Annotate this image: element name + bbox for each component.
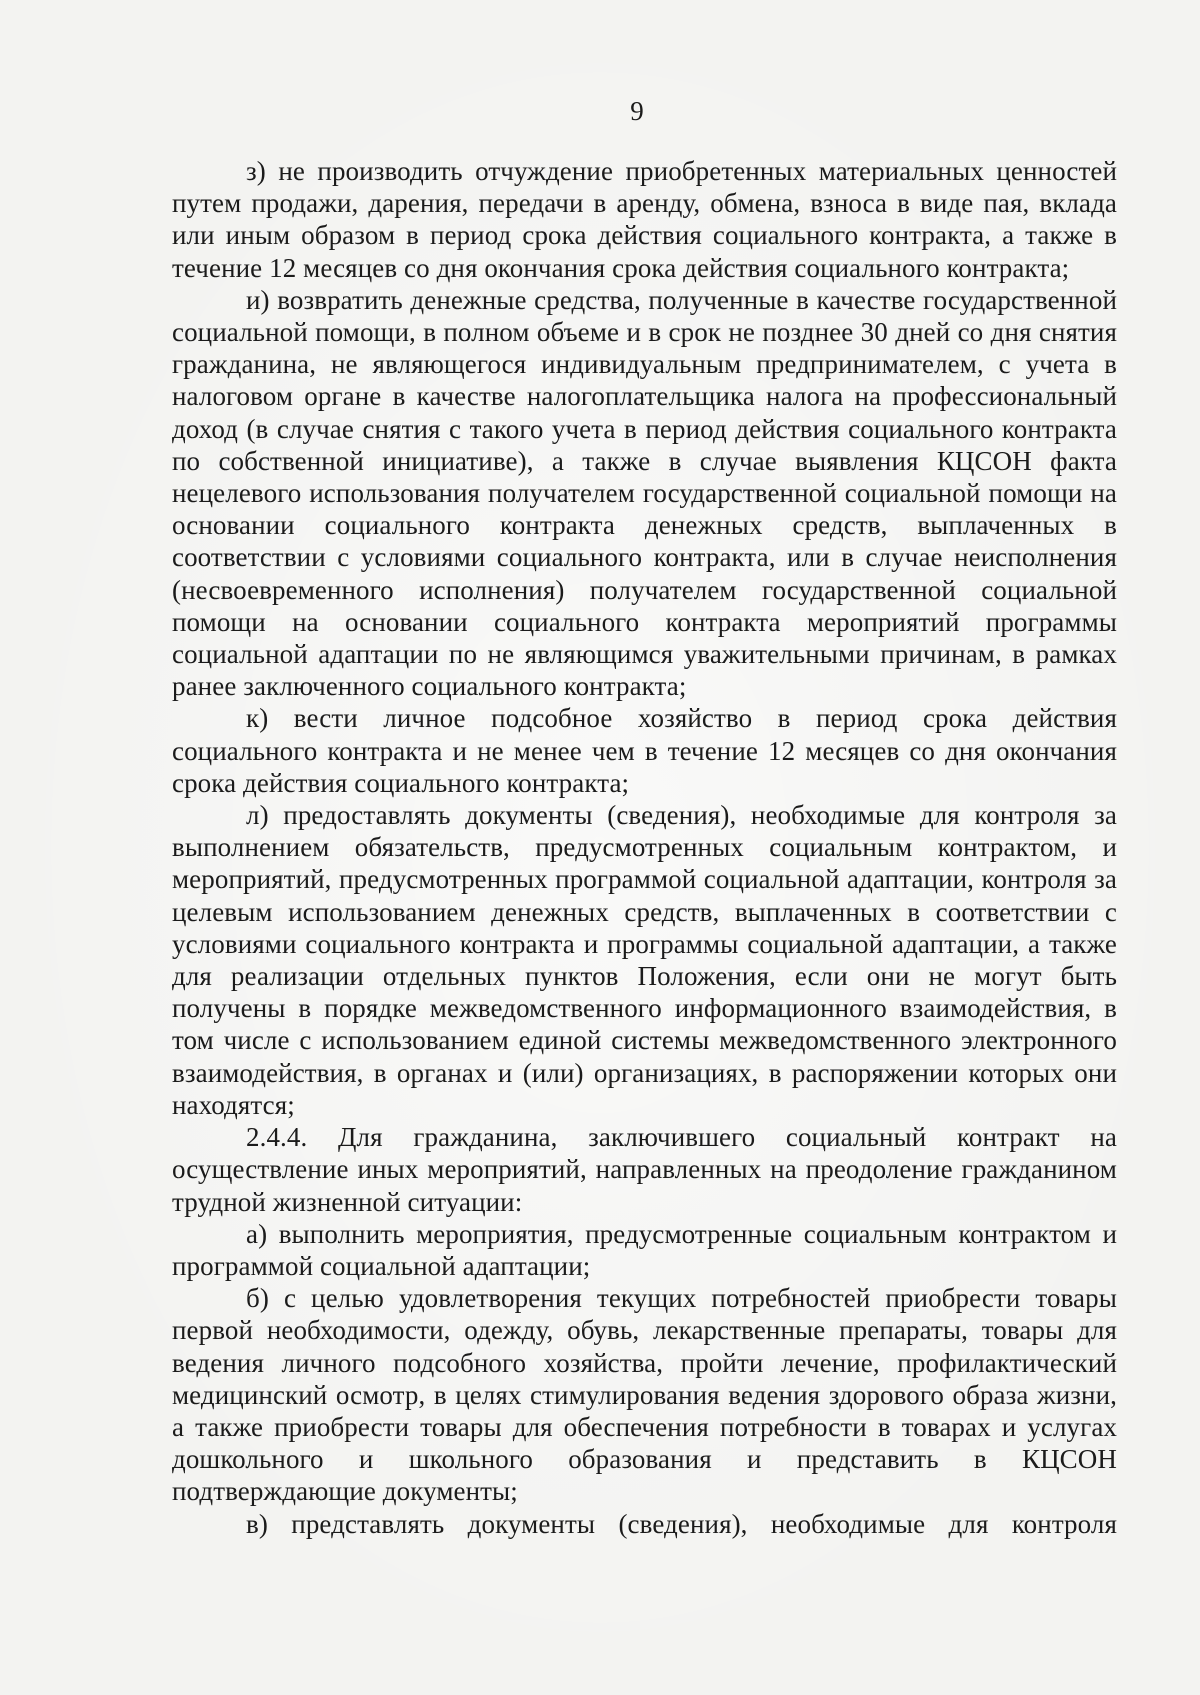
paragraph-z: з) не производить отчуждение приобретенных материальных ценностей путем продажи, дарения, передачи в аренду, обмена, взноса в виде пая, вклада или иным образом в период срока действия социального контракта, а также в течение 12 месяцев со дня окончания срока действия социального контракта; — [172, 156, 1117, 283]
paragraph-k: к) вести личное подсобное хозяйство в период срока действия социального контракта и не менее чем в течение 12 месяцев со дня окончания срока действия социального контракта; — [172, 703, 1117, 798]
paragraph-i: и) возвратить денежные средства, полученные в качестве государственной социальной помощи, в полном объеме и в срок не позднее 30 дней со дня снятия гражданина, не являющегося индивидуальным предпринимателем, с учета в налоговом органе в качестве налогоплательщика налога на профессиональный доход (в случае снятия с такого учета в период действия социального контракта по собственной инициативе), а также в случае выявления КЦСОН факта нецелевого использования получателем государственной социальной помощи на основании социального контракта денежных средств, выплаченных в соответствии с условиями социального контракта, или в случае неисполнения (несвоевременного исполнения) получателем государственной социальной помощи на основании социального контракта мероприятий программы социальной адаптации по не являющимся уважительными причинам, в рамках ранее заключенного социального контракта; — [172, 284, 1117, 702]
document-body — [172, 155, 1117, 1540]
paragraph-l: л) предоставлять документы (сведения), необходимые для контроля за выполнением обязательств, предусмотренных социальным контрактом, и мероприятий, предусмотренных программой социальной адаптации, контроля за целевым использованием денежных средств, выплаченных в соответствии с условиями социального контракта и программы социальной адаптации, а также для реализации отдельных пунктов Положения, если они не могут быть получены в порядке межведомственного информационного взаимодействия, в том числе с использованием единой системы межведомственного электронного взаимодействия, в органах и (или) организациях, в распоряжении которых они находятся; — [172, 800, 1117, 1120]
paragraph-b: б) с целью удовлетворения текущих потребностей приобрести товары первой необходимости, одежду, обувь, лекарственные препараты, товары для ведения личного подсобного хозяйства, пройти лечение, профилактический медицинский осмотр, в целях стимулирования ведения здорового образа жизни, а также приобрести товары для обеспечения потребности в товарах и услугах дошкольного и школьного образования и представить в КЦСОН подтверждающие документы; — [172, 1283, 1117, 1507]
paragraph-2-4-4: 2.4.4. Для гражданина, заключившего социальный контракт на осуществление иных мероприятий, направленных на преодоление гражданином трудной жизненной ситуации: — [172, 1122, 1117, 1217]
paragraph-v: в) представлять документы (сведения), необходимые для контроля — [246, 1508, 1117, 1539]
paragraph-a: а) выполнить мероприятия, предусмотренные социальным контрактом и программой социальной адаптации; — [172, 1218, 1117, 1281]
page-number: 9 — [630, 96, 644, 126]
